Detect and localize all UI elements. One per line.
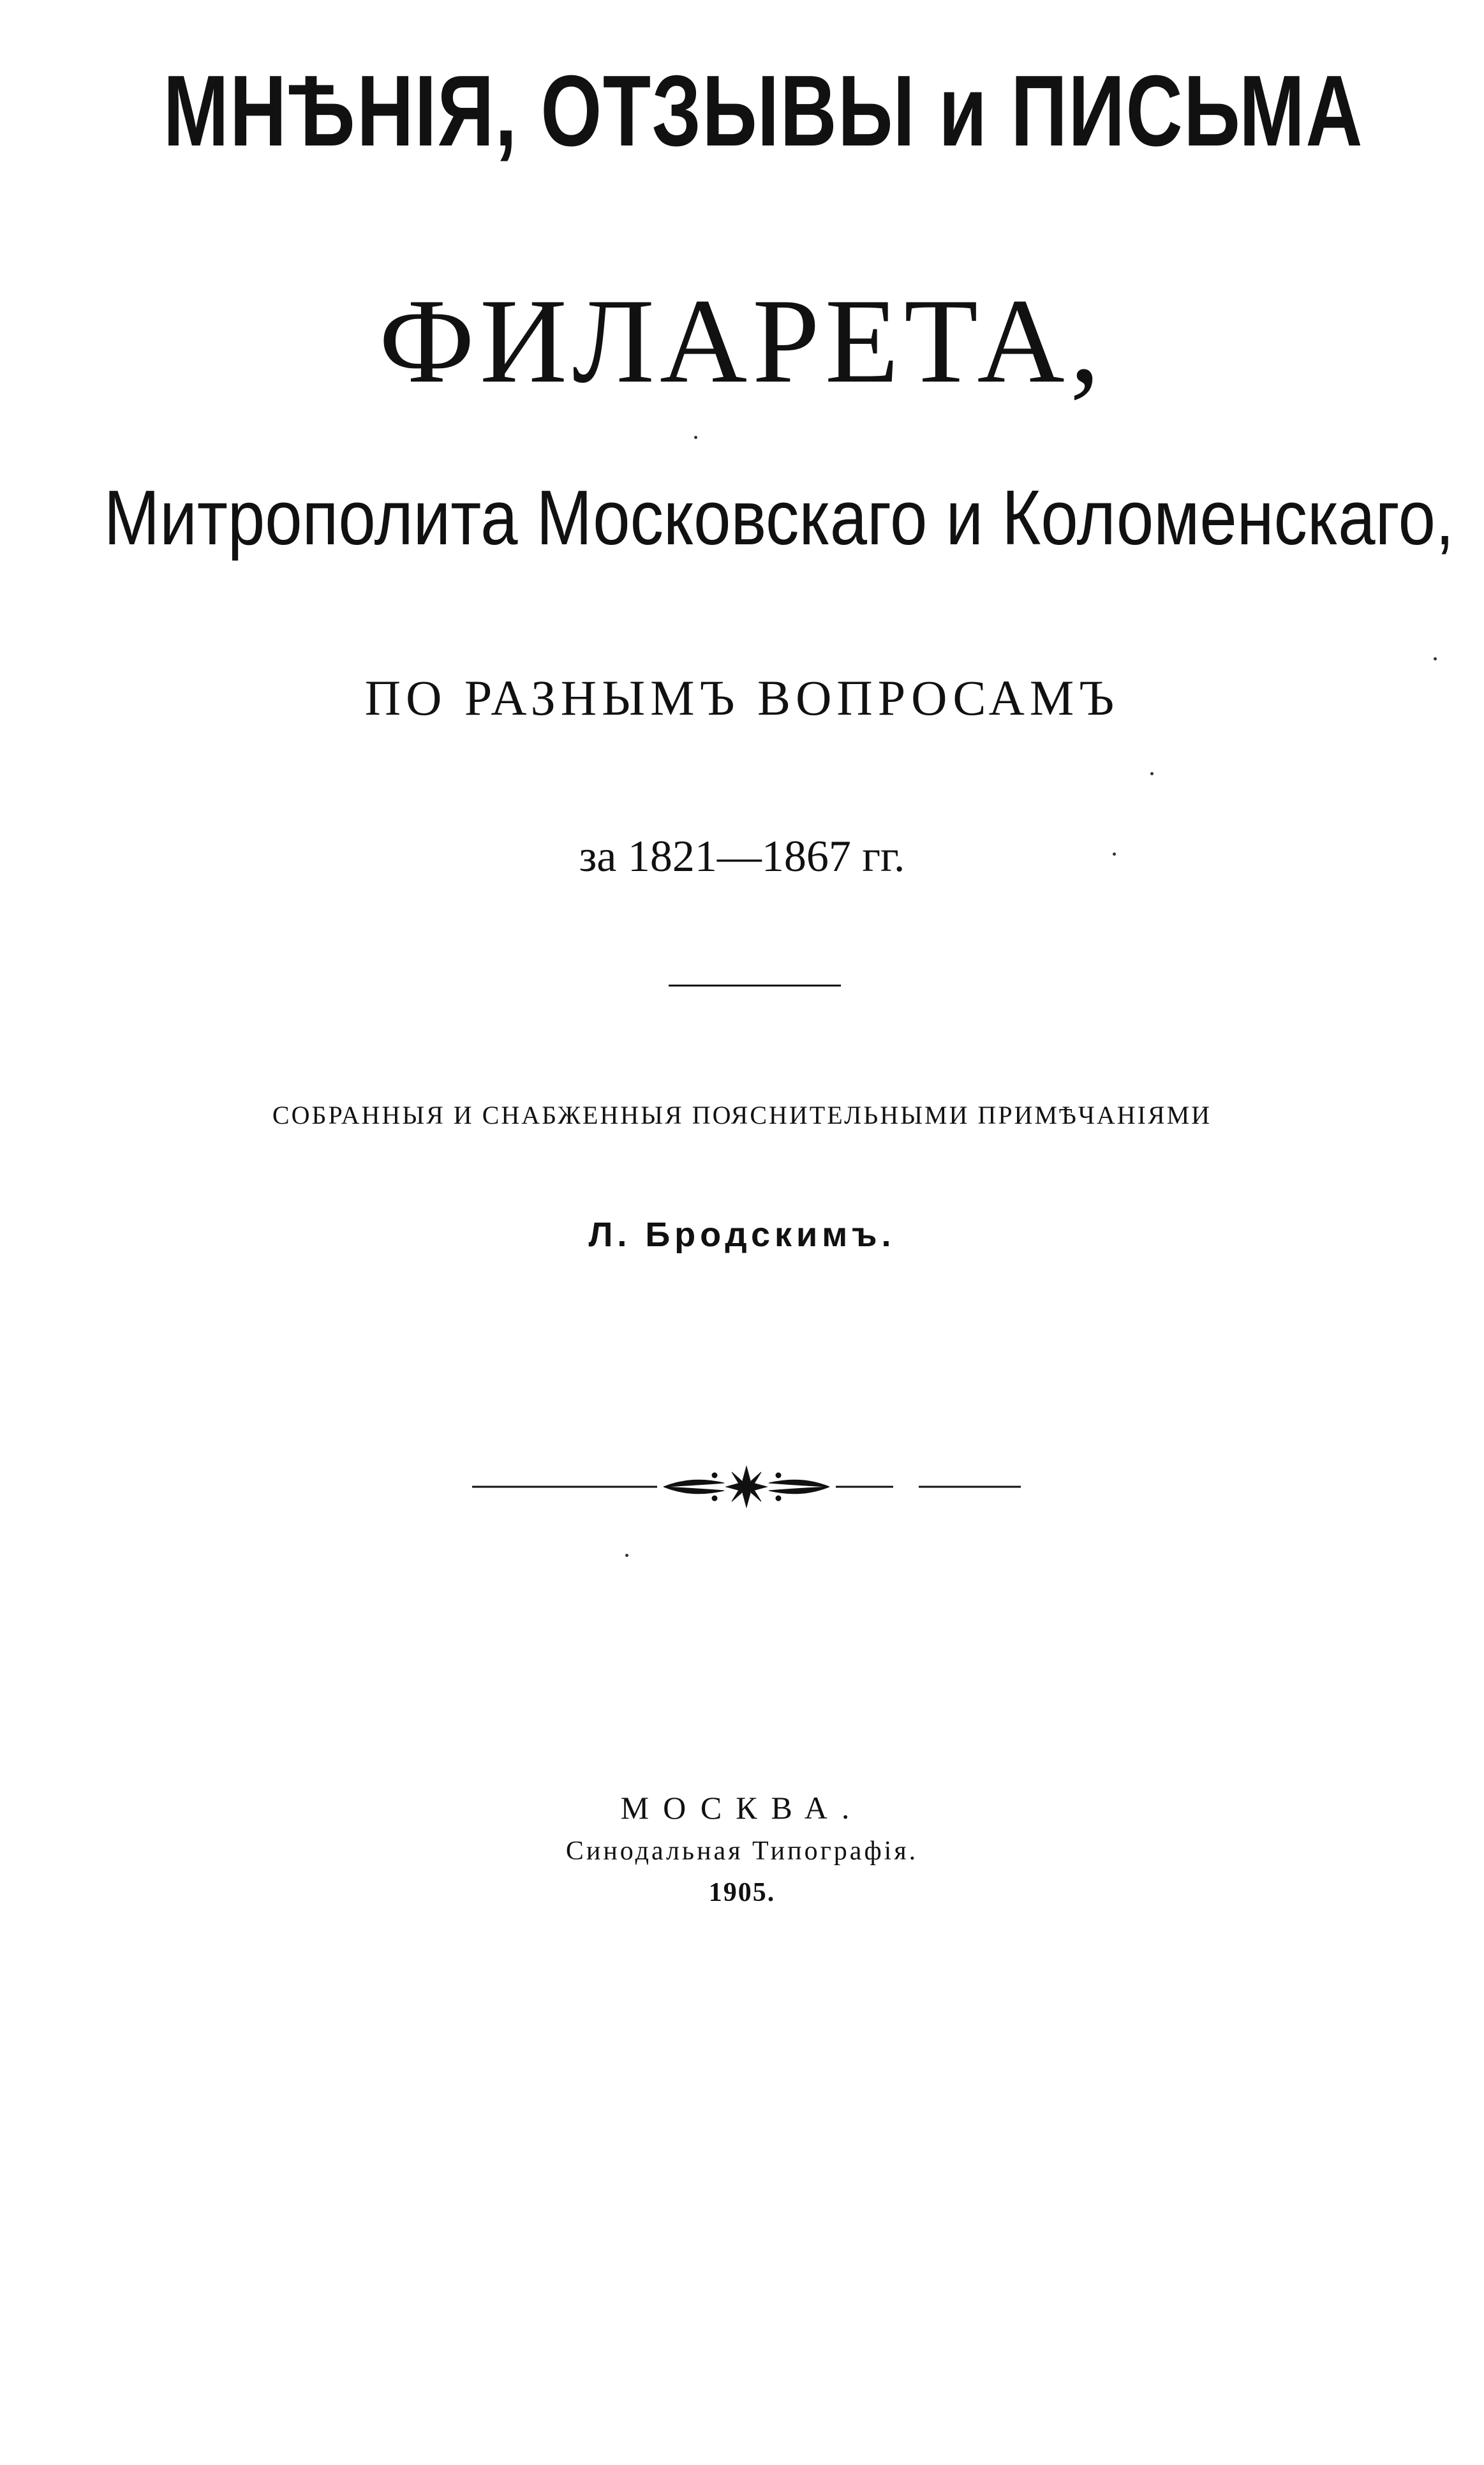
title-line-opinions: МНѢНІЯ, ОТЗЫВЫ и ПИСЬМА: [163, 55, 1364, 167]
title-line-years: за 1821—1867 гг.: [579, 832, 905, 881]
print-speck: [694, 436, 697, 439]
print-speck: [625, 1554, 628, 1557]
title-line-filaret: ФИЛАРЕТА,: [378, 274, 1106, 408]
collected-note: СОБРАННЫЯ И СНАБЖЕННЫЯ ПОЯСНИТЕЛЬНЫМИ ПРИМѢЧАНІЯМИ: [272, 1101, 1212, 1129]
publisher-name: Синодальная Типографія.: [565, 1836, 919, 1866]
title-line-questions: ПО РАЗНЫМЪ ВОПРОСАМЪ: [364, 670, 1120, 726]
publication-city: МОСКВА.: [620, 1790, 864, 1826]
print-speck: [1150, 772, 1154, 775]
print-speck: [1113, 853, 1116, 856]
ornament-divider: [472, 1461, 1021, 1512]
print-speck: [1434, 657, 1437, 660]
author-name: Л. Бродскимъ.: [588, 1216, 896, 1254]
publication-year: 1905.: [708, 1878, 776, 1907]
title-line-metropolitan: Митрополита Московскаго и Коломенскаго,: [103, 474, 1455, 561]
divider-rule: [669, 985, 841, 987]
